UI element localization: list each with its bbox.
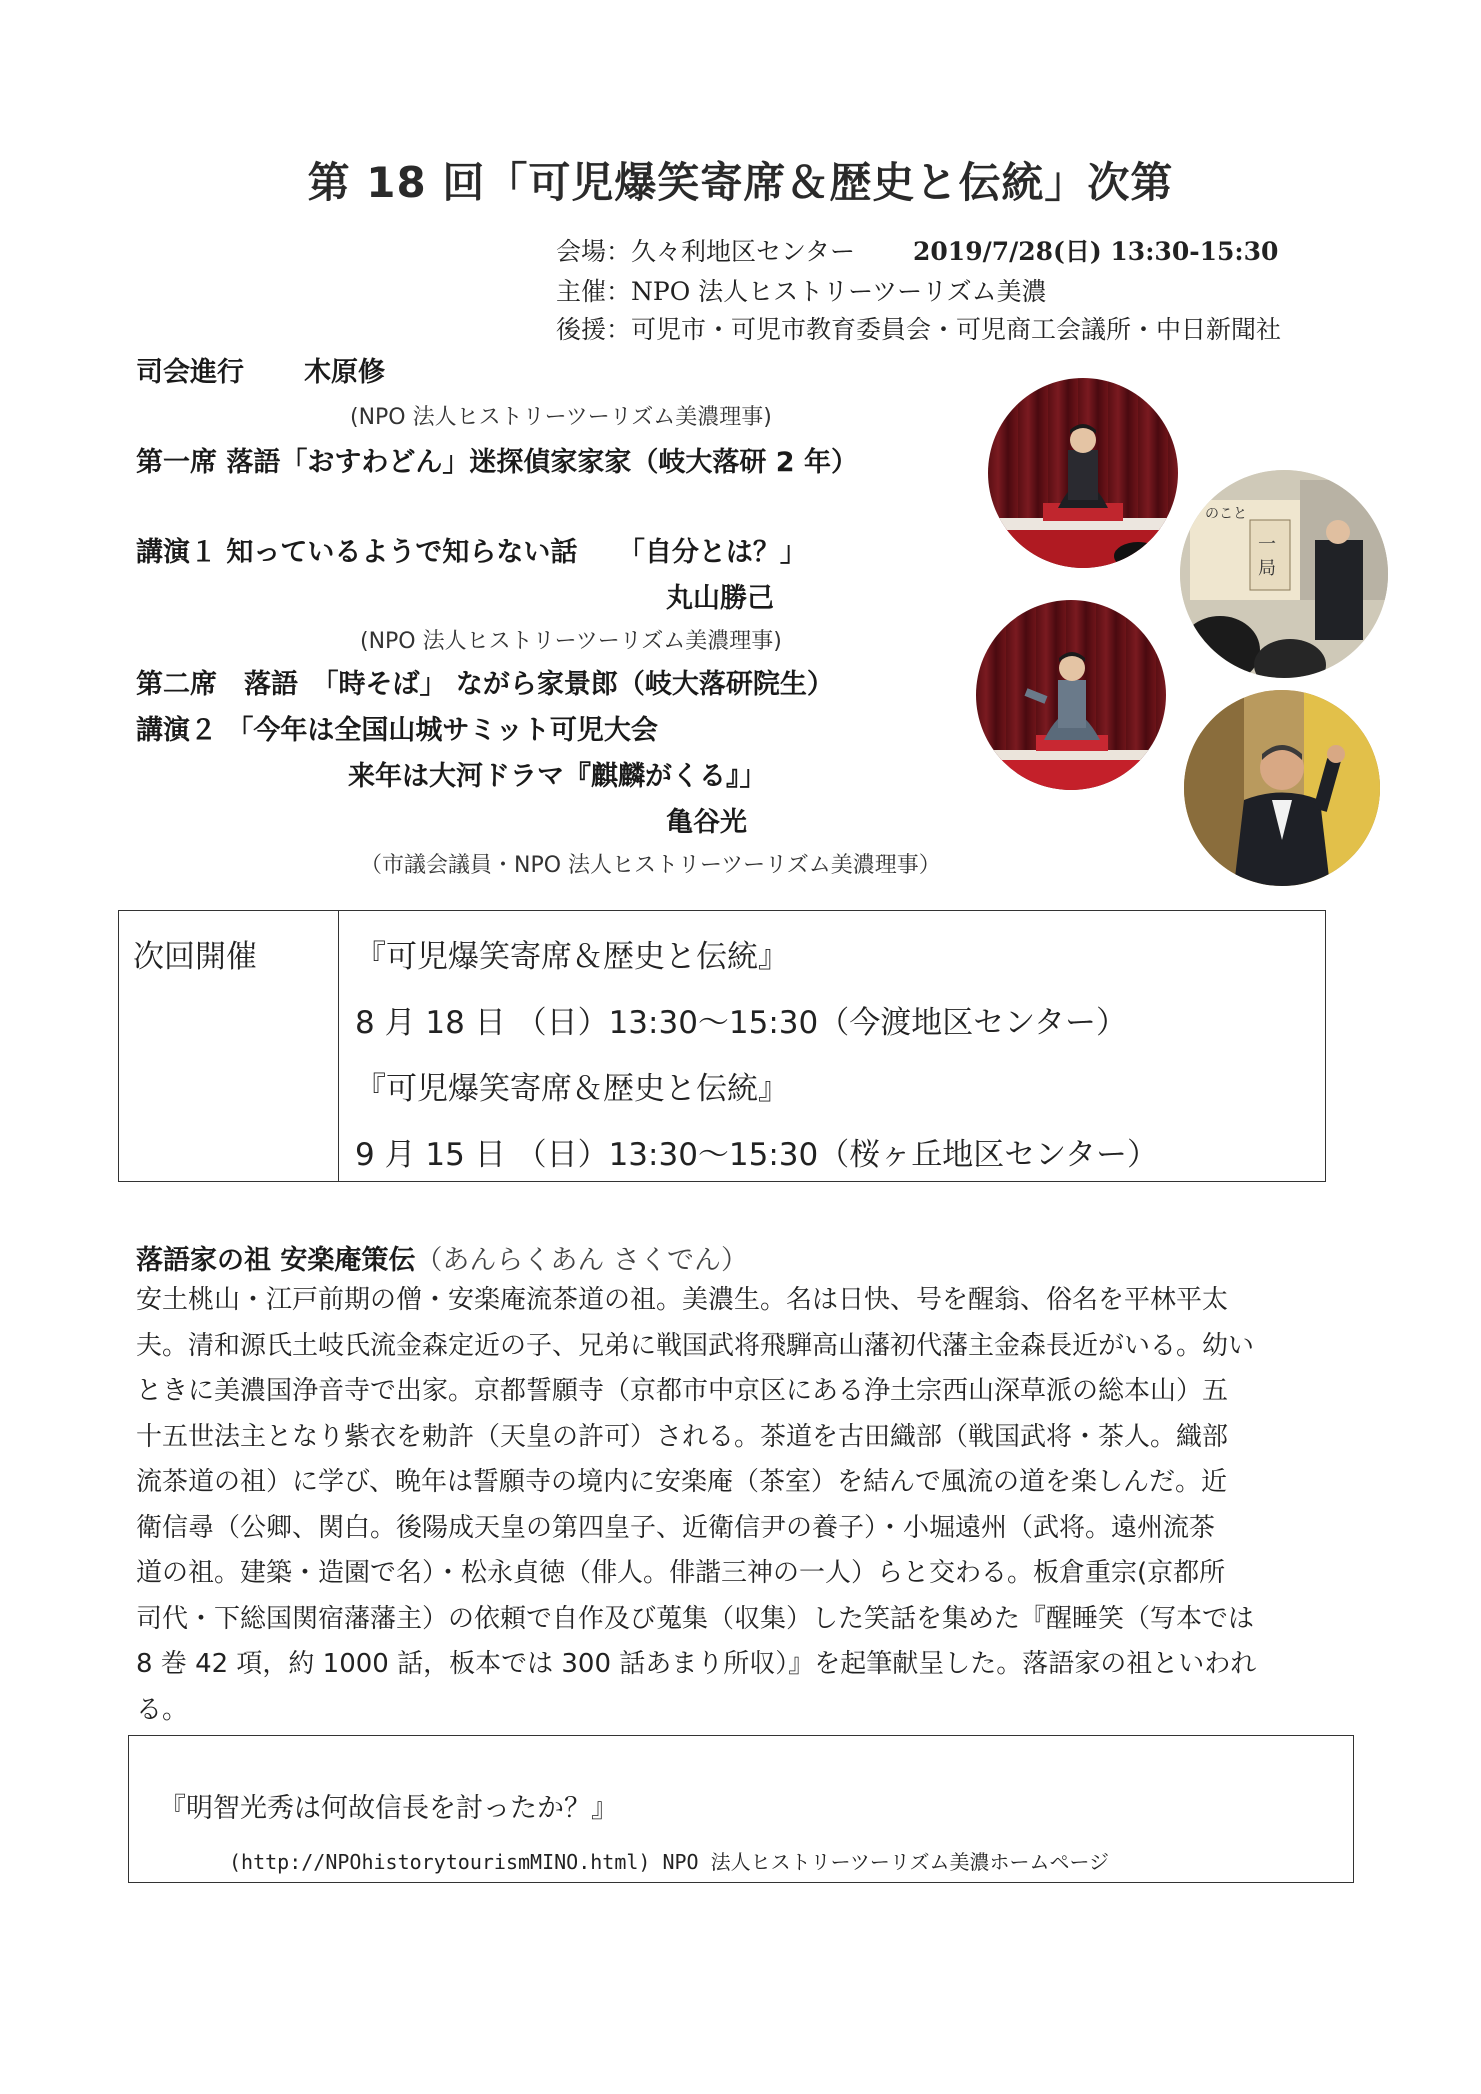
bio-line: 夫。清和源氏土岐氏流金森定近の子、兄弟に戦国武将飛騨高山藩初代藩主金森長近がいる。幼い: [136, 1330, 1255, 1361]
next-event-title-2: 『可児爆笑寄席＆歴史と伝統』: [355, 1071, 789, 1107]
bio-line: 司代・下総国関宿藩藩主）の依頼で自作及び蒐集（収集）した笑話を集めた『醒睡笑（写本では: [136, 1603, 1255, 1634]
footer-box: [128, 1735, 1354, 1883]
svg-text:局: 局: [1258, 558, 1276, 579]
event-date: 2019/7/28(日) 13:30-15:30: [913, 237, 1279, 266]
bio-line: 衛信尋（公卿、関白。後陽成天皇の第四皇子、近衛信尹の養子）・小堀遠州（武将。遠州流茶: [136, 1512, 1216, 1543]
mc-name: 木原修: [304, 357, 385, 388]
lecture-1-speaker: 丸山勝己: [666, 583, 774, 614]
lecture-2-affiliation: （市議会議員・NPO 法人ヒストリーツーリズム美濃理事）: [360, 853, 941, 878]
host-line: 主催：NPO 法人ヒストリーツーリズム美濃: [556, 277, 1047, 306]
next-event-label-cell: [119, 911, 339, 1181]
venue-line: [556, 232, 1278, 268]
support-line: 後援：可児市・可児市教育委員会・可児商工会議所・中日新聞社: [556, 315, 1282, 344]
next-event-title-1: 『可児爆笑寄席＆歴史と伝統』: [355, 939, 789, 975]
bio-title: 落語家の祖 安楽庵策伝: [136, 1245, 416, 1276]
footer-question: 『明智光秀は何故信長を討ったか？』: [159, 1793, 618, 1824]
bio-reading: （あんらくあん さくでん）: [415, 1245, 748, 1276]
lecture-1: 講演１ 知っているようで知らない話 「自分とは？」: [136, 537, 807, 568]
venue-text: 会場：久々利地区センター: [556, 237, 856, 266]
next-event-label: 次回開催: [133, 939, 257, 975]
bio-line: る。: [136, 1694, 189, 1725]
bio-line: 8 巻 42 項，約 1000 話，板本では 300 話あまり所収）』を起筆献呈した。落語家の祖といわれ: [136, 1649, 1257, 1679]
seat-1: 第一席 落語「おすわどん」迷探偵家家家（岐大落研 2 年）: [136, 447, 858, 478]
bio-line: 安土桃山・江戸前期の僧・安楽庵流茶道の祖。美濃生。名は日快、号を醒翁、俗名を平林平太: [136, 1285, 1229, 1315]
next-event-box: [118, 910, 1326, 1182]
lecture-1-affiliation: (NPO 法人ヒストリーツーリズム美濃理事): [360, 629, 782, 654]
bio-heading: [136, 1238, 748, 1277]
rakugo-photo-1: [988, 378, 1178, 568]
lecture-2-line1: 講演２ 「今年は全国山城サミット可児大会: [136, 715, 658, 746]
bio-line: 十五世法主となり紫衣を勅許（天皇の許可）される。茶道を古田織部（戦国武将・茶人。織部: [136, 1421, 1229, 1452]
lecture-photo-1: [1180, 470, 1388, 678]
next-event-date-1: 8 月 18 日 （日）13:30〜15:30（今渡地区センター）: [355, 1005, 1128, 1041]
next-event-date-2: 9 月 15 日 （日）13:30〜15:30（桜ヶ丘地区センター）: [355, 1137, 1159, 1173]
mc-label: 司会進行: [136, 357, 244, 388]
lecture-2-line2: 来年は大河ドラマ『麒麟がくる』」: [348, 761, 767, 792]
rakugo-photo-2: [976, 600, 1166, 790]
bio-line: ときに美濃国浄音寺で出家。京都誓願寺（京都市中京区にある浄土宗西山深草派の総本山）五: [136, 1376, 1229, 1406]
page-title: 第 18 回「可児爆笑寄席＆歴史と伝統」次第: [307, 158, 1174, 207]
bio-body: [136, 1278, 1352, 1733]
homepage-link[interactable]: (http://NPOhistorytourismMINO.html) NPO 法人ヒストリーツーリズム美濃ホームページ: [229, 1850, 1110, 1874]
bio-line: 流茶道の祖）に学び、晩年は誓願寺の境内に安楽庵（茶室）を結んで風流の道を楽しんだ。近: [136, 1467, 1227, 1497]
lecture-2-speaker: 亀谷光: [666, 807, 747, 838]
mc-affiliation: (NPO 法人ヒストリーツーリズム美濃理事): [350, 405, 772, 430]
svg-text:一: 一: [1258, 534, 1276, 555]
mc-line: [136, 350, 385, 389]
seat-2: 第二席 落語 「時そば」 ながら家景郎（岐大落研院生）: [136, 669, 834, 700]
lecture-photo-2: [1184, 690, 1380, 886]
bio-line: 道の祖。建築・造園で名）・松永貞徳（俳人。俳諧三神の一人）らと交わる。板倉重宗(京都所: [136, 1558, 1226, 1588]
svg-text:のこと: のこと: [1205, 506, 1247, 522]
